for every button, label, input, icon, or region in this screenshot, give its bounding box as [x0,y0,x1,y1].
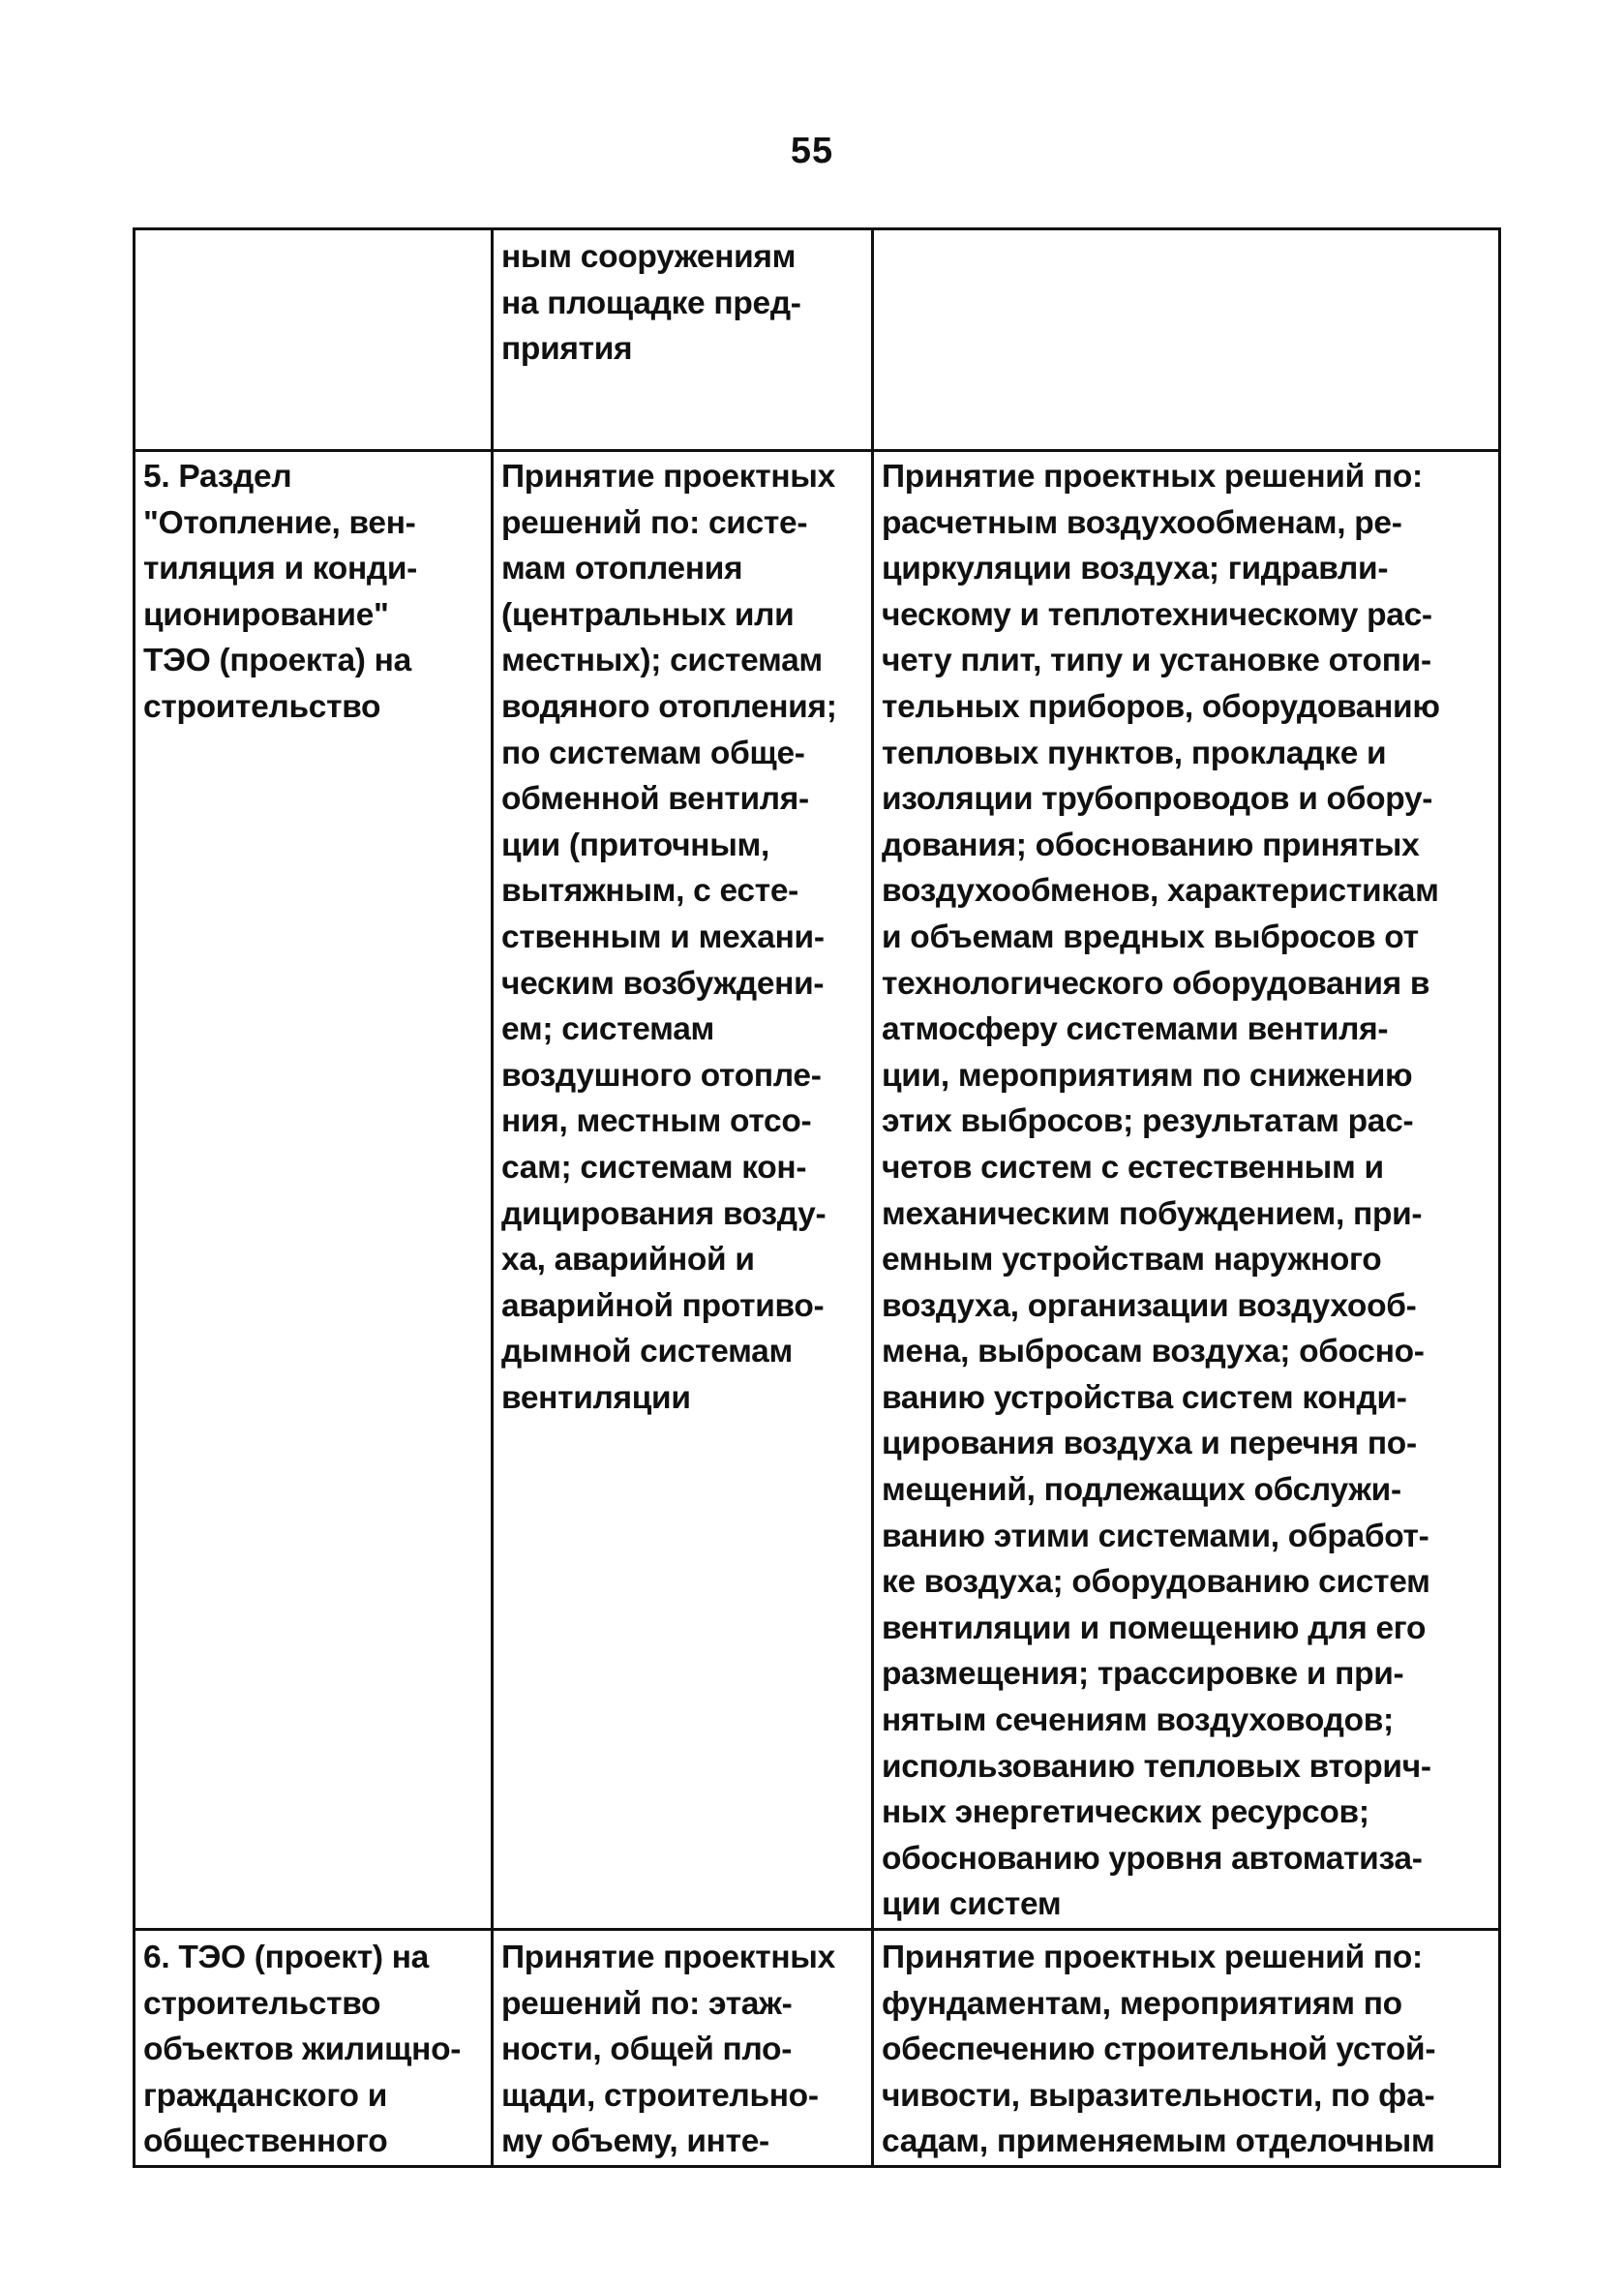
cell-text-line: местных); системам [501,643,823,679]
cell-text-line: на площадке пред- [501,285,801,321]
cell-text-line: (центральных или [501,596,795,633]
cell-text-line: использованию тепловых вторич- [882,1748,1431,1785]
cell-text-line: ции систем [882,1886,1062,1923]
cell-text-line: нятым сечениям воздуховодов; [882,1702,1394,1739]
cell-text-line: ческим возбуждени- [501,965,825,1002]
cell-text-line: дицирования возду- [501,1195,827,1232]
cell-text-line: тельных приборов, оборудованию [882,688,1440,725]
cell-text-line: щади, строительно- [501,2077,819,2114]
cell-text-line: воздухообменов, характеристикам [882,873,1439,910]
table-row-residential-construction [135,1930,1500,2167]
cell-text-line: Принятие проектных решений по: [882,1940,1423,1975]
cell-text-line: 5. Раздел [143,459,292,495]
cell-text-line: дования; обоснованию принятых [882,827,1420,863]
cell-text-line: садам, применяемым отделочным [882,2123,1435,2160]
cell-text-line: обоснованию уровня автоматиза- [882,1840,1423,1877]
cell-text-line: атмосферу системами вентиля- [882,1011,1389,1048]
cell-text-line: ственным и механи- [501,918,825,955]
table-row-heating-ventilation [135,451,1500,1930]
cell-text-line: ческому и теплотехническому рас- [882,596,1432,633]
cell-text-line: циркуляции воздуха; гидравли- [882,551,1389,587]
cell-text-line: Принятие проектных решений по: [882,459,1423,495]
cell-text-line: тепловых пунктов, прокладке и [882,735,1387,771]
cell-text-line: механическим побуждением, при- [882,1195,1423,1232]
row-2-section-cell [135,451,493,1930]
cell-text-line: обеспечению строительной устой- [882,2031,1436,2068]
cell-text-line: аварийной противо- [501,1287,825,1324]
cell-text-line: изоляции трубопроводов и обору- [882,781,1433,818]
row-1-section-cell [135,229,493,451]
cell-text-line: му объему, инте- [501,2123,769,2160]
cell-text-line: чету плит, типу и установке отопи- [882,643,1431,679]
row-3-subject-cell [493,1930,873,2167]
cell-text-line: сам; системам кон- [501,1149,807,1186]
cell-text-line: ТЭО (проекта) на [143,643,411,679]
row-3-details-cell [873,1930,1500,2167]
cell-text-line: размещения; трассировке и при- [882,1656,1404,1693]
cell-text-line: вентиляции и помещению для его [882,1610,1427,1646]
cell-text-line: фундаментам, мероприятиям по [882,1985,1402,2022]
cell-text-line: емным устройствам наружного [882,1242,1382,1279]
cell-text-line: ции (приточным, [501,827,770,863]
cell-text-line: ванию устройства систем конди- [882,1379,1407,1416]
cell-text-line: Принятие проектных [501,459,835,495]
cell-text-line: строительство [143,688,381,725]
cell-text-line: дымной системам [501,1334,793,1370]
cell-text-line: решений по: систе- [501,504,808,541]
cell-text-line: воздуха, организации воздухооб- [882,1287,1417,1324]
cell-text-line: объектов жилищно- [143,2031,462,2068]
cell-text-line: Принятие проектных [501,1940,835,1975]
cell-text-line: ным сооружениям [501,239,797,275]
row-1-details-cell [873,229,1500,451]
cell-text-line: общественного [143,2123,388,2160]
cell-text-line: ции, мероприятиям по снижению [882,1057,1413,1094]
cell-text-line: вентиляции [501,1379,691,1416]
cell-text-line: мена, выбросам воздуха; обосно- [882,1334,1425,1370]
cell-text-line: решений по: этаж- [501,1985,793,2022]
cell-text-line: ке воздуха; оборудованию систем [882,1564,1430,1601]
cell-text-line: по системам обще- [501,735,805,771]
cell-text-line: воздушного отопле- [501,1057,822,1094]
cell-text-line: ха, аварийной и [501,1242,755,1279]
cell-text-line: технологического оборудования в [882,965,1430,1002]
row-3-section-cell [135,1930,493,2167]
cell-text-line: чивости, выразительности, по фа- [882,2077,1435,2114]
cell-text-line: ных энергетических ресурсов; [882,1794,1369,1831]
cell-text-line: ем; системам [501,1011,715,1048]
cell-text-line: мам отопления [501,551,743,587]
cell-text-line: ционирование" [143,596,389,633]
cell-text-line: расчетным воздухообменам, ре- [882,504,1402,541]
cell-text-line: вытяжным, с есте- [501,873,798,910]
cell-text-line: водяного отопления; [501,688,837,725]
cell-text-line: четов систем с естественным и [882,1149,1384,1186]
row-2-subject-cell [493,451,873,1930]
cell-text-line: цирования воздуха и перечня по- [882,1426,1417,1462]
cell-text-line: тиляция и конди- [143,551,418,587]
cell-text-line: обменной вентиля- [501,781,809,818]
row-2-details-cell [873,451,1500,1930]
page-number: 55 [790,131,834,171]
cell-text-line: и объемам вредных выбросов от [882,918,1419,955]
cell-text-line: 6. ТЭО (проект) на [143,1940,429,1975]
cell-text-line: ния, местным отсо- [501,1103,812,1140]
table-row-continuation [135,229,1500,451]
cell-text-line: "Отопление, вен- [143,504,416,541]
requirements-table [133,227,1501,2168]
cell-text-line: строительство [143,1985,381,2022]
cell-text-line: ности, общей пло- [501,2031,793,2068]
cell-text-line: мещений, подлежащих обслужи- [882,1472,1401,1509]
cell-text-line: ванию этими системами, обработ- [882,1518,1429,1554]
cell-text-line: приятия [501,331,633,368]
cell-text-line: этих выбросов; результатам рас- [882,1103,1414,1140]
cell-text-line: гражданского и [143,2077,388,2114]
row-1-subject-cell [493,229,873,451]
